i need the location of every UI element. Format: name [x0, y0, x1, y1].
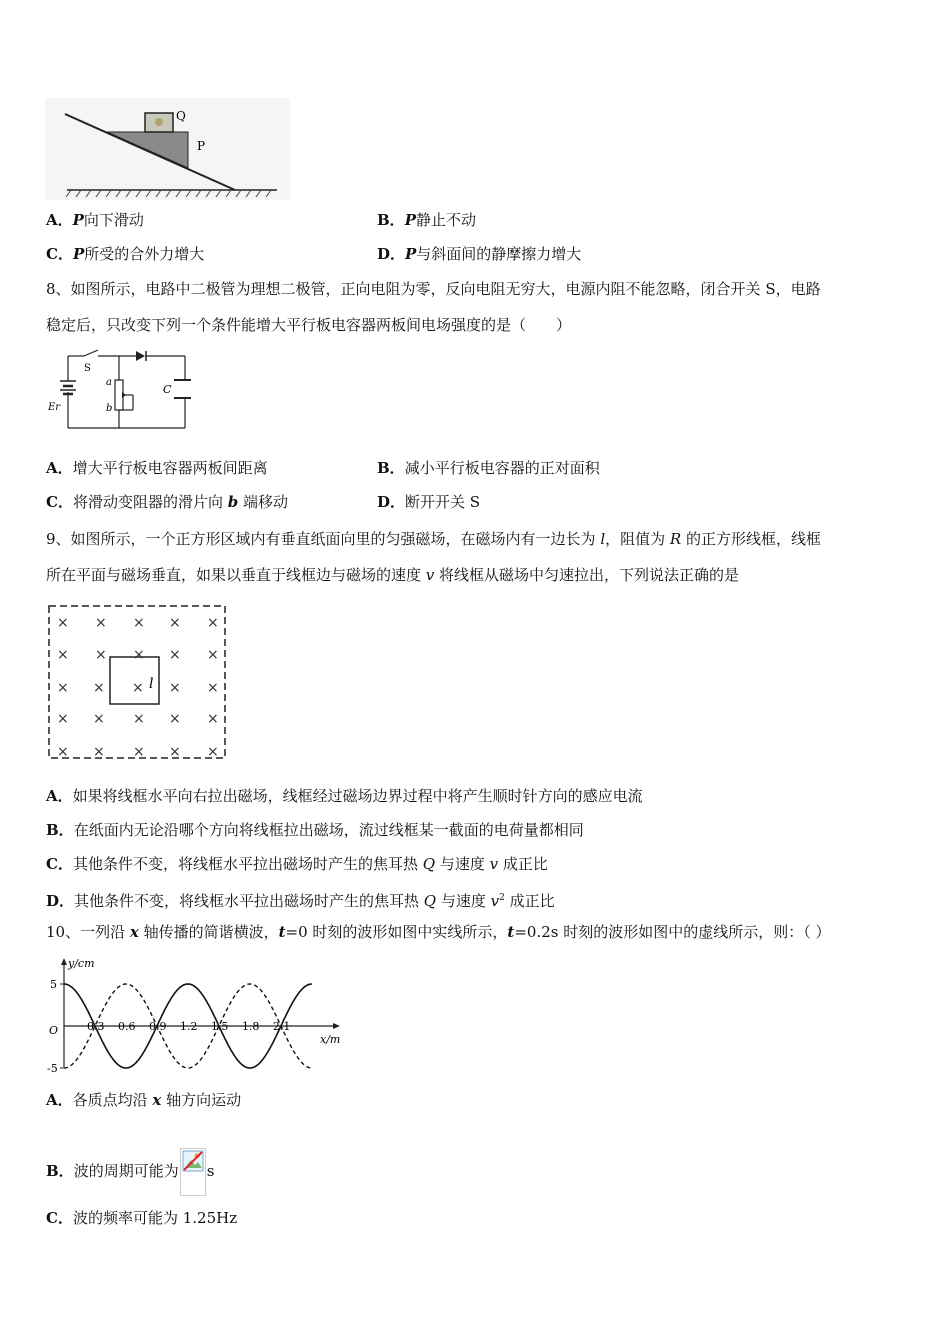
field-cross-20: ×: [57, 744, 69, 760]
q9-option-c[interactable]: C．其他条件不变，将线框水平拉出磁场时产生的焦耳热 Q 与速度 v 成正比: [46, 855, 548, 873]
field-cross-21: ×: [93, 744, 105, 760]
field-cross-12: ×: [132, 680, 144, 696]
field-cross-16: ×: [93, 711, 105, 727]
q10-stem: 10、一列沿 x 轴传播的简谐横波，t=0 时刻的波形如图中实线所示，t=0.2s 时刻的波形如图中的虚线所示，则：（ ）: [46, 923, 831, 941]
q9-option-d[interactable]: D．其他条件不变，将线框水平拉出磁场时产生的焦耳热 Q 与速度 $v^2$ 成正比: [46, 892, 555, 910]
q9-stem-line1: 9、如图所示，一个正方形区域内有垂直纸面向里的匀强磁场，在磁场内有一边长为 l，阻值为 R 的正方形线框，线框: [46, 530, 821, 548]
label-Er: Er: [48, 402, 61, 413]
field-cross-23: ×: [169, 744, 181, 760]
x-tick-1.8: 1.8: [241, 1020, 260, 1033]
field-cross-8: ×: [169, 647, 181, 663]
q7-option-d[interactable]: D．P与斜面间的静摩擦力增大: [377, 245, 582, 263]
field-cross-5: ×: [57, 647, 69, 663]
field-cross-14: ×: [207, 680, 219, 696]
x-tick-0.3: 0.3: [86, 1020, 105, 1033]
x-tick-2.1: 2.1: [272, 1020, 291, 1033]
field-cross-18: ×: [169, 711, 181, 727]
q7-option-c[interactable]: C．P所受的合外力增大: [46, 245, 205, 263]
q9-stem-line2: 所在平面与磁场垂直，如果以垂直于线框边与磁场的速度 v 将线框从磁场中匀速拉出，下列说法正确的是: [46, 566, 740, 584]
field-cross-15: ×: [57, 711, 69, 727]
x-tick-1.2: 1.2: [179, 1020, 198, 1033]
label-S: S: [84, 363, 91, 374]
label-a: a: [106, 377, 112, 388]
q7-option-a[interactable]: A．P向下滑动: [46, 211, 144, 229]
field-cross-24: ×: [207, 744, 219, 760]
incline-figure: [45, 98, 290, 200]
q8-stem-line1: 8、如图所示，电路中二极管为理想二极管，正向电阻为零，反向电阻无穷大，电源内阻不能忽略，闭合开关 S，电路: [46, 280, 821, 298]
y-tick-5: 5: [50, 978, 57, 991]
q8-option-a[interactable]: A．增大平行板电容器两板间距离: [46, 459, 268, 477]
field-cross-1: ×: [95, 615, 107, 631]
q9-option-b[interactable]: B．在纸面内无论沿哪个方向将线框拉出磁场，流过线框某一截面的电荷量都相同: [46, 821, 584, 839]
label-P: P: [197, 139, 206, 153]
field-cross-4: ×: [207, 615, 219, 631]
origin-label: O: [49, 1024, 59, 1037]
field-cross-3: ×: [169, 615, 181, 631]
wave-chart: [46, 955, 346, 1073]
q7-option-b[interactable]: B．P静止不动: [377, 211, 476, 229]
field-cross-19: ×: [207, 711, 219, 727]
q8-option-c[interactable]: C．将滑动变阻器的滑片向 b 端移动: [46, 493, 289, 511]
label-C: C: [163, 383, 172, 396]
x-tick-1.5: 1.5: [210, 1020, 229, 1033]
field-cross-7: ×: [133, 647, 145, 663]
q8-option-b[interactable]: B．减小平行板电容器的正对面积: [377, 459, 600, 477]
q10-option-b[interactable]: B．波的周期可能为 s: [46, 1148, 214, 1196]
label-l: l: [149, 676, 154, 692]
field-cross-9: ×: [207, 647, 219, 663]
field-cross-10: ×: [57, 680, 69, 696]
field-cross-13: ×: [169, 680, 181, 696]
circuit-figure: [46, 348, 191, 434]
x-tick-0.6: 0.6: [117, 1020, 136, 1033]
x-tick-0.9: 0.9: [148, 1020, 167, 1033]
field-cross-22: ×: [133, 744, 145, 760]
y-axis-label: y/cm: [68, 957, 95, 970]
q10-option-c[interactable]: C．波的频率可能为 1.25Hz: [46, 1209, 238, 1227]
q8-option-d[interactable]: D．断开开关 S: [377, 493, 481, 511]
field-cross-2: ×: [133, 615, 145, 631]
label-b: b: [106, 403, 113, 414]
broken-image-icon: [180, 1148, 206, 1196]
y-tick-neg5: -5: [47, 1062, 58, 1073]
label-Q: Q: [176, 109, 186, 123]
q10-option-a[interactable]: A．各质点均沿 x 轴方向运动: [46, 1091, 242, 1109]
field-cross-17: ×: [133, 711, 145, 727]
q9-option-a[interactable]: A．如果将线框水平向右拉出磁场，线框经过磁场边界过程中将产生顺时针方向的感应电流: [46, 787, 643, 805]
magnetic-field-figure: [46, 603, 228, 761]
field-cross-11: ×: [93, 680, 105, 696]
x-axis-label: x/m: [320, 1033, 341, 1046]
field-cross-6: ×: [95, 647, 107, 663]
field-cross-0: ×: [57, 615, 69, 631]
q8-stem-line2: 稳定后，只改变下列一个条件能增大平行板电容器两板间电场强度的是（ ）: [46, 316, 572, 334]
